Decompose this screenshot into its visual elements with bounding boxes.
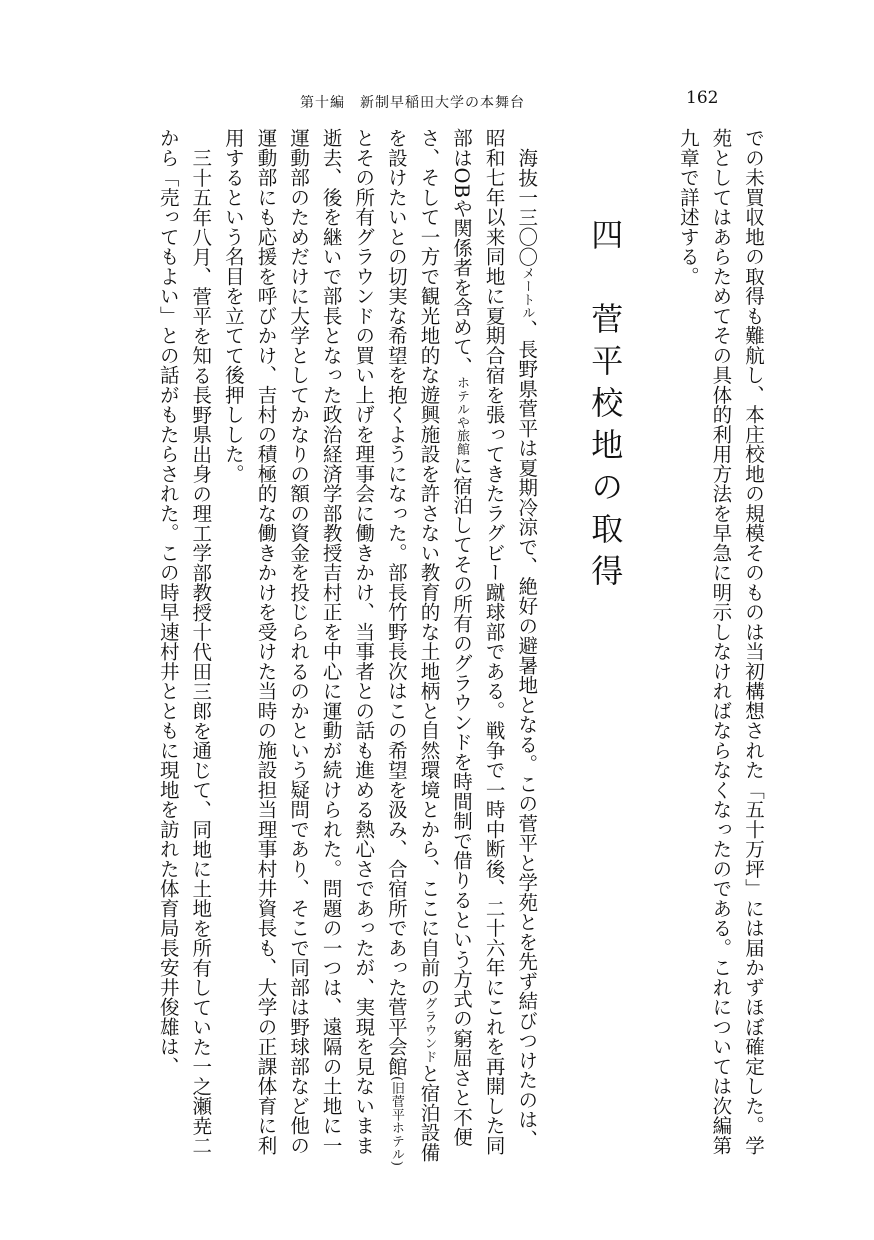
paragraph-land-offer: 三十五年八月、菅平を知る長野県出身の理工学部教授十代田三郎を通じて、同地に土地を所有していた一之瀬尭二から「売ってもよい」との話がもたらされた。この時早速村井とともに現地を訪れた体育局長安井俊雄は、 <box>156 128 213 1155</box>
text-ground: グラウンド <box>421 997 437 1064</box>
unit-meter: メートル <box>519 266 535 319</box>
text-segment: に宿泊してその所有のグラウンドを時間制で借りるという方式の窮屈さと不便さ、そして一方で観光地的な遊興施設を許さない教育的な土地柄と自然環境とから、ここに自前の <box>417 128 474 1147</box>
body-text <box>109 128 769 1168</box>
text-segment: とその所有グラウンドの買い上げを理事会に働きかけ、当事者との話も進める熱心さであったが、実現を見ないまま逝去、後を継いで部長となった政治経済学部教授吉村正を中心に運動が続けられた。問題の一つは、遠隔の土地に一運動部のためだけに大学としてかなりの額の資金を投じられるのかという疑問であり、そこで同部は野球部など他の運動部にも応援を呼びかけ、吉村の積極的な働きかけを受けた当時の施設担当理事村井資長も、大学の正課体育に利用するという名目を立てて後押しした。 <box>221 128 376 1155</box>
text-segment: と宿泊設備を設けたいとの切実な希望を抱くようになった。部長竹野長次はこの希望を汲み、合宿所であった菅平会館 <box>384 128 441 1162</box>
text-segment: 海抜一三〇〇 <box>515 147 539 266</box>
page-number: 162 <box>686 88 719 108</box>
text-segment: 、長野県菅平は夏期冷涼で、絶好の避暑地となる。この菅平と学苑とを先ず結びつけたのは、昭和七年以来同地に夏期合宿を張ってきたラグビー蹴球部である。戦争で一時中断後、二十六年にこれを再開した同部はOBや関係者を含めて、 <box>450 128 539 1155</box>
paragraph-continuation: での未買収地の取得も難航し、本庄校地の規模そのものは当初構想された「五十万坪」には届かずほぼ確定した。学苑としてはあらためてその具体的利用方法を早急に明示しなければならなくなったのである。これについては次編第九章で詳述する。 <box>676 128 765 1155</box>
paragraph-sugadaira-history <box>216 128 542 1168</box>
section-heading: 四 菅平校地の取得 <box>586 218 625 596</box>
running-head: 第十編 新制早稲田大学の本舞台 <box>300 95 525 111</box>
text-former-hotel-note: (旧菅平ホテル) <box>388 1076 404 1167</box>
text-hotel-ryokan: ホテルや旅館 <box>454 376 470 456</box>
